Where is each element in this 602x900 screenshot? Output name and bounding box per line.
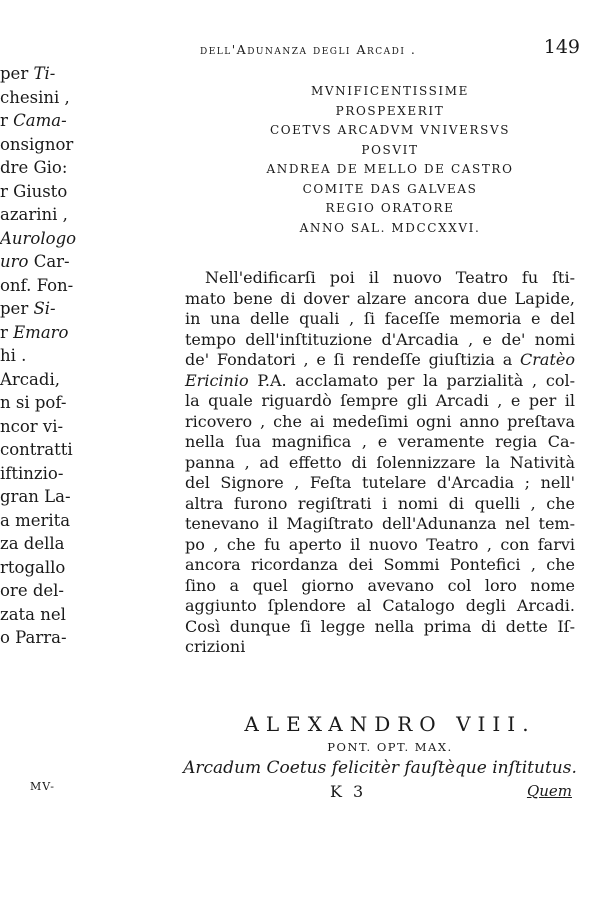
text-line (0, 509, 140, 533)
text-span: contratti (0, 440, 73, 459)
text-line (185, 453, 575, 474)
text-span: onf. Fon- (0, 275, 74, 295)
text-span: la quale riguardò ſempre gli Arcadi , e per il (185, 391, 575, 410)
catchword: Quem (526, 782, 572, 800)
text-line (185, 412, 575, 433)
text-span: ſino a quel giorno avevano col loro nome (185, 575, 575, 595)
italic-text: Aurologo (0, 228, 77, 248)
page-number: 149 (543, 36, 580, 58)
text-line (185, 350, 575, 371)
alexandro-heading: ALEXANDRO VIII. (244, 712, 536, 736)
text-line (185, 514, 575, 535)
signature-mark: K 3 (330, 782, 367, 801)
text-line (0, 462, 140, 486)
text-line (185, 637, 575, 658)
text-span: per (0, 299, 34, 318)
text-span: ore del- (0, 581, 65, 600)
left-catchword: MV- (30, 780, 55, 793)
text-line (185, 473, 575, 494)
text-span: dre Gio: (0, 158, 68, 177)
text-line (0, 603, 140, 627)
text-line (185, 617, 575, 638)
text-line (185, 371, 575, 392)
text-span: altra furono regiſtrati i nomi di quelli , che (185, 493, 575, 513)
text-line (0, 415, 140, 439)
text-span: ancora ricordanza dei Sommi Pontefici , che (185, 555, 575, 574)
text-span: onsignor (0, 134, 74, 154)
text-line (0, 438, 140, 462)
text-span: Nell'edificarſi poi il nuovo Teatro fu ſti- (205, 268, 575, 287)
text-line (0, 133, 140, 157)
text-line (0, 321, 140, 345)
text-line (0, 626, 140, 650)
text-span: zata nel (0, 604, 66, 624)
inscription-line: COETVS ARCADVM VNIVERSVS (269, 123, 511, 137)
text-span: tempo dell'inſtituzione d'Arcadia , e de' nomi (185, 329, 575, 349)
text-line (185, 289, 575, 310)
text-span: o Parra- (0, 628, 67, 647)
text-line (0, 203, 140, 227)
text-span: crizioni (185, 637, 246, 656)
text-line (0, 368, 140, 392)
text-line (0, 274, 140, 298)
text-line (0, 62, 140, 86)
inscription-line: ANNO SAL. MDCCXXVI. (299, 220, 481, 235)
text-span: nella ſua magnifica , e veramente regia Ca- (185, 432, 575, 451)
inscription-line: ANDREA DE MELLO DE CASTRO (266, 162, 514, 176)
text-line (0, 156, 140, 180)
inscription-line: COMITE DAS GALVEAS (302, 181, 478, 196)
text-line (185, 268, 575, 289)
text-line (0, 180, 140, 204)
left-page-text (0, 62, 140, 650)
text-line (0, 532, 140, 556)
text-span: de' Fondatori , e ſi rendeſſe giuſtizia a (185, 350, 521, 369)
text-line (0, 391, 140, 415)
inscription-line: MVNIFICENTISSIME (310, 84, 470, 98)
running-head-title: dell'Adunanza degli Arcadi . (200, 42, 417, 57)
inscription-line: POSVIT (361, 142, 419, 157)
text-span: Così dunque ſi legge nella prima di dette Iſ- (185, 616, 575, 636)
text-span: r (0, 111, 14, 130)
text-span: ricovero , che ai medeſimi ogni anno preſtava (185, 411, 575, 431)
text-span: del Signore , Feſta tutelare d'Arcadia ; nell' (185, 473, 575, 492)
text-span: mato bene di dover alzare ancora due Lapide, (185, 288, 575, 308)
text-line (185, 432, 575, 453)
text-span: chesini , (0, 87, 70, 107)
text-line (0, 485, 140, 509)
text-span: rtogallo (0, 557, 66, 577)
text-line (185, 535, 575, 556)
text-span: a merita (0, 510, 71, 530)
body-paragraph (185, 268, 575, 658)
pontifex-line: PONT. OPT. MAX. (327, 740, 453, 754)
text-span: za della (0, 534, 65, 553)
text-span: P.A. acclamato per la parzialità , col- (248, 370, 575, 390)
italic-text: Ti- (33, 64, 56, 83)
text-span: panna , ad effetto di ſolennizzare la Natività (185, 452, 575, 472)
text-line (0, 250, 140, 274)
text-span: azarini , (0, 205, 68, 224)
inscription-block (200, 82, 580, 238)
text-span: aggiunto ſplendore al Catalogo degli Arcadi. (185, 596, 575, 615)
text-line (185, 330, 575, 351)
text-line (185, 391, 575, 412)
text-line (0, 86, 140, 110)
text-span: r Giusto (0, 181, 68, 201)
text-line (185, 309, 575, 330)
text-line (0, 109, 140, 133)
italic-text: Ericinio (185, 370, 249, 390)
text-line (185, 494, 575, 515)
italic-text: uro (0, 252, 29, 271)
text-line (185, 555, 575, 576)
text-span: tenevano il Magiſtrato dell'Adunanza nel tem- (185, 514, 575, 533)
italic-text: Cama- (13, 111, 67, 130)
text-span: r (0, 322, 14, 342)
text-line (0, 579, 140, 603)
text-span: gran La- (0, 487, 71, 506)
text-span: hi . (0, 346, 27, 365)
text-line (0, 297, 140, 321)
text-line (0, 556, 140, 580)
text-span: in una delle quali , ſi faceſſe memoria e del (185, 309, 575, 328)
text-span: ncor vi- (0, 416, 64, 436)
text-span: po , che fu aperto il nuovo Teatro , con farvi (185, 534, 575, 554)
italic-text: Cratèo (520, 350, 575, 369)
text-line (0, 344, 140, 368)
text-line (185, 596, 575, 617)
italic-text: Emaro (13, 322, 69, 342)
text-span: iftinzio- (0, 463, 64, 483)
text-line (185, 576, 575, 597)
text-span: per (0, 64, 34, 83)
inscription-line: PROSPEXERIT (335, 103, 445, 118)
italic-text: Si- (33, 299, 56, 318)
text-span: Arcadi, (0, 369, 60, 389)
inscription-line: REGIO ORATORE (325, 201, 455, 215)
text-span: Car- (28, 252, 70, 271)
text-line (0, 227, 140, 251)
running-head (200, 36, 580, 58)
arcadum-line: Arcadum Coetus felicitèr fauſtèque inſtitutus. (183, 758, 577, 778)
text-span: n si pof- (0, 393, 67, 412)
